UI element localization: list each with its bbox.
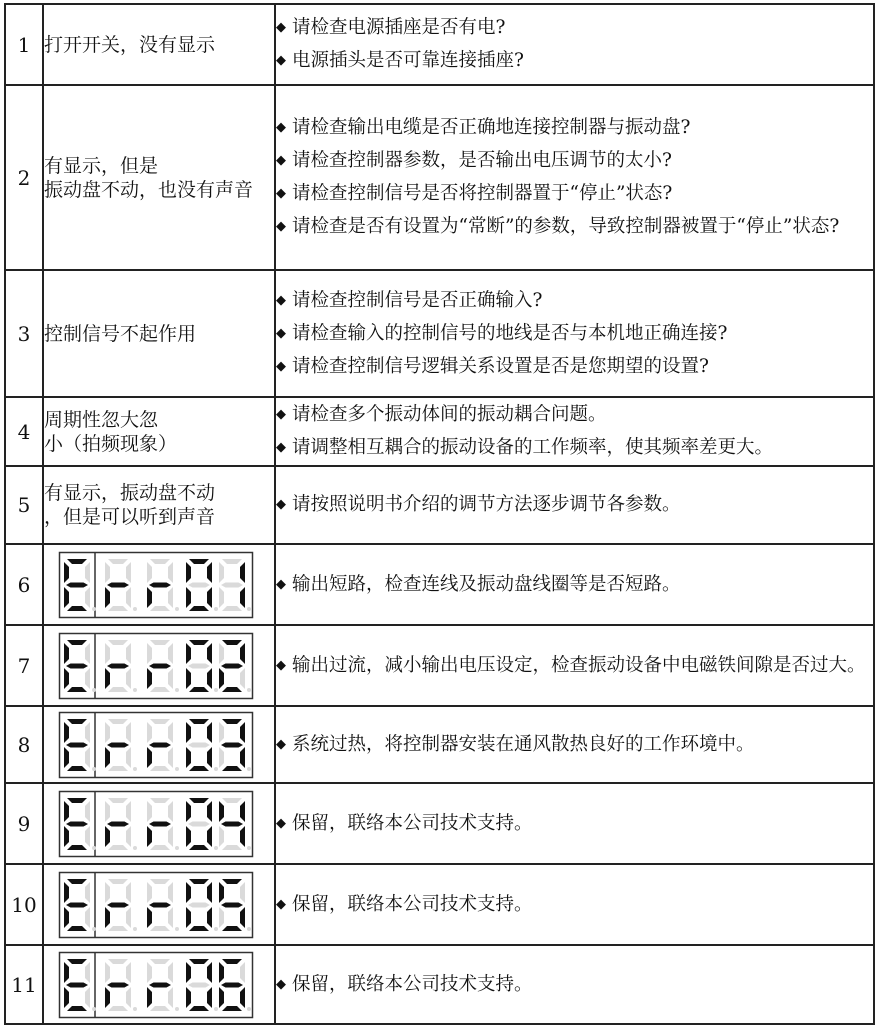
row-number: 8 <box>5 706 43 783</box>
error-code-cell <box>43 625 275 706</box>
decimal-point <box>214 1007 218 1011</box>
error-code-cell <box>43 544 275 625</box>
table-row <box>5 85 874 270</box>
decimal-point <box>92 607 96 611</box>
decimal-point <box>133 927 137 931</box>
row-number: 11 <box>5 945 43 1024</box>
row-number: 1 <box>5 4 43 85</box>
symptom-cell <box>43 270 275 397</box>
diamond-icon: ◆ <box>276 219 286 234</box>
solution-text: 系统过热，将控制器安装在通风散热良好的工作环境中。 <box>292 733 755 755</box>
row-number: 3 <box>5 270 43 397</box>
solution-item <box>276 973 873 997</box>
segment-g <box>149 982 171 987</box>
diamond-icon: ◆ <box>276 976 286 992</box>
decimal-point <box>247 607 251 611</box>
solution-cell <box>275 544 874 625</box>
decimal-point <box>133 688 137 692</box>
decimal-point <box>247 688 251 692</box>
solution-text: 请检查多个振动体间的振动耦合问题。 <box>292 404 607 425</box>
segment-g <box>149 582 171 587</box>
segment-g <box>107 663 129 668</box>
solution-item <box>276 812 873 836</box>
solution-item <box>276 355 873 379</box>
decimal-point <box>214 688 218 692</box>
solution-item <box>276 182 873 206</box>
decimal-point <box>175 927 179 931</box>
table-row <box>5 864 874 945</box>
decimal-point <box>214 607 218 611</box>
solution-item <box>276 436 873 460</box>
solution-item <box>276 403 873 427</box>
segment-g <box>188 821 210 826</box>
diamond-icon: ◆ <box>276 120 286 135</box>
diamond-icon: ◆ <box>276 53 286 68</box>
segment-g <box>107 821 129 826</box>
decimal-point <box>175 607 179 611</box>
row-number: 6 <box>5 544 43 625</box>
diamond-icon: ◆ <box>276 736 286 752</box>
segment-g <box>188 663 210 668</box>
segment-g <box>188 902 210 907</box>
symptom-text: 有显示，但是 振动盘不动，也没有声音 <box>44 154 254 201</box>
decimal-point <box>92 1007 96 1011</box>
decimal-point <box>133 767 137 771</box>
solution-text: 请检查控制信号是否正确输入? <box>292 289 543 311</box>
segment-g <box>66 982 88 987</box>
diamond-icon: ◆ <box>276 497 286 512</box>
diamond-icon: ◆ <box>276 292 286 308</box>
decimal-point <box>92 846 96 850</box>
solution-item <box>276 49 873 73</box>
table-row <box>5 783 874 864</box>
decimal-point <box>175 688 179 692</box>
solution-cell <box>275 270 874 397</box>
table-row <box>5 466 874 544</box>
decimal-point <box>92 767 96 771</box>
row-number: 5 <box>5 466 43 544</box>
solution-item <box>276 493 873 517</box>
diamond-icon: ◆ <box>276 153 286 168</box>
decimal-point <box>247 767 251 771</box>
error-code-cell <box>43 864 275 945</box>
error-code-display <box>58 951 254 1019</box>
symptom-text: 打开开关，没有显示 <box>44 33 216 56</box>
segment-g <box>66 821 88 826</box>
diamond-icon: ◆ <box>276 576 286 592</box>
solution-text: 保留，联络本公司技术支持。 <box>292 893 533 915</box>
diamond-icon: ◆ <box>276 186 286 201</box>
segment-g <box>188 982 210 987</box>
error-code-display <box>58 632 254 700</box>
error-code-cell <box>43 945 275 1024</box>
error-code-display <box>58 711 254 779</box>
diamond-icon: ◆ <box>276 896 286 912</box>
solution-item <box>276 149 873 173</box>
decimal-point <box>247 1007 251 1011</box>
diamond-icon: ◆ <box>276 657 286 673</box>
error-code-display <box>58 790 254 858</box>
solution-item <box>276 654 873 678</box>
segment-g <box>66 742 88 747</box>
solution-cell <box>275 864 874 945</box>
segment-g <box>107 902 129 907</box>
row-number: 10 <box>5 864 43 945</box>
row-number: 7 <box>5 625 43 706</box>
solution-item <box>276 573 873 597</box>
segment-g <box>66 663 88 668</box>
segment-g <box>221 663 243 668</box>
segment-g <box>221 821 243 826</box>
solution-item <box>276 116 873 140</box>
diamond-icon: ◆ <box>276 325 286 341</box>
row-number: 4 <box>5 397 43 466</box>
decimal-point <box>175 1007 179 1011</box>
solution-item <box>276 16 873 40</box>
solution-text: 请按照说明书介绍的调节方法逐步调节各参数。 <box>292 494 681 515</box>
solution-cell <box>275 706 874 783</box>
solution-cell <box>275 783 874 864</box>
segment-g <box>149 663 171 668</box>
solution-text: 请检查控制信号逻辑关系设置是否是您期望的设置? <box>292 355 709 377</box>
segment-g <box>221 582 243 587</box>
decimal-point <box>175 767 179 771</box>
row-number: 9 <box>5 783 43 864</box>
decimal-point <box>133 607 137 611</box>
solution-cell <box>275 945 874 1024</box>
table-row <box>5 945 874 1024</box>
solution-text: 请检查控制器参数，是否输出电压调节的太小? <box>292 150 672 171</box>
segment-g <box>107 742 129 747</box>
decimal-point <box>133 846 137 850</box>
diamond-icon: ◆ <box>276 440 286 455</box>
table-row <box>5 270 874 397</box>
error-code-display <box>58 871 254 939</box>
solution-text: 电源插头是否可靠连接插座? <box>292 50 524 71</box>
solution-text: 请检查控制信号是否将控制器置于“停止”状态? <box>292 183 673 204</box>
row-number: 2 <box>5 85 43 270</box>
table-row <box>5 397 874 466</box>
symptom-text: 控制信号不起作用 <box>44 322 197 345</box>
segment-g <box>188 742 210 747</box>
solution-text: 保留，联络本公司技术支持。 <box>292 973 533 995</box>
decimal-point <box>214 767 218 771</box>
segment-g <box>149 902 171 907</box>
solution-text: 请检查是否有设置为“常断”的参数，导致控制器被置于“停止”状态? <box>292 216 840 237</box>
solution-cell <box>275 85 874 270</box>
symptom-cell <box>43 397 275 466</box>
troubleshooting-table <box>4 3 875 1025</box>
segment-g <box>221 982 243 987</box>
table-row <box>5 544 874 625</box>
symptom-cell <box>43 466 275 544</box>
table-row <box>5 706 874 783</box>
segment-g <box>107 582 129 587</box>
decimal-point <box>175 846 179 850</box>
table-row <box>5 625 874 706</box>
solution-text: 请检查电源插座是否有电? <box>292 17 506 38</box>
decimal-point <box>133 1007 137 1011</box>
diamond-icon: ◆ <box>276 358 286 374</box>
solution-item <box>276 322 873 346</box>
error-code-cell <box>43 783 275 864</box>
symptom-text: 周期性忽大忽 小（拍频现象） <box>44 408 178 455</box>
segment-g <box>149 742 171 747</box>
segment-g <box>149 821 171 826</box>
decimal-point <box>247 927 251 931</box>
solution-item <box>276 289 873 313</box>
solution-item <box>276 215 873 239</box>
error-code-display <box>58 551 254 619</box>
segment-g <box>221 742 243 747</box>
symptom-cell <box>43 4 275 85</box>
decimal-point <box>92 927 96 931</box>
decimal-point <box>247 846 251 850</box>
solution-text: 请调整相互耦合的振动设备的工作频率，使其频率差更大。 <box>292 437 774 458</box>
solution-cell <box>275 397 874 466</box>
segment-g <box>66 582 88 587</box>
diamond-icon: ◆ <box>276 407 286 422</box>
solution-cell <box>275 4 874 85</box>
solution-text: 输出短路，检查连线及振动盘线圈等是否短路。 <box>292 573 681 595</box>
solution-text: 保留，联络本公司技术支持。 <box>292 812 533 834</box>
solution-text: 请检查输入的控制信号的地线是否与本机地正确连接? <box>292 322 728 344</box>
solution-text: 请检查输出电缆是否正确地连接控制器与振动盘? <box>292 117 691 138</box>
segment-g <box>188 582 210 587</box>
decimal-point <box>214 927 218 931</box>
solution-text: 输出过流，减小输出电压设定，检查振动设备中电磁铁间隙是否过大。 <box>292 654 866 676</box>
segment-g <box>107 982 129 987</box>
symptom-cell <box>43 85 275 270</box>
segment-g <box>66 902 88 907</box>
segment-g <box>221 902 243 907</box>
table-row <box>5 4 874 85</box>
error-code-cell <box>43 706 275 783</box>
solution-cell <box>275 466 874 544</box>
symptom-text: 有显示，振动盘不动 ，但是可以听到声音 <box>44 482 216 528</box>
solution-item <box>276 893 873 917</box>
solution-item <box>276 733 873 757</box>
diamond-icon: ◆ <box>276 20 286 35</box>
solution-cell <box>275 625 874 706</box>
decimal-point <box>92 688 96 692</box>
diamond-icon: ◆ <box>276 815 286 831</box>
decimal-point <box>214 846 218 850</box>
